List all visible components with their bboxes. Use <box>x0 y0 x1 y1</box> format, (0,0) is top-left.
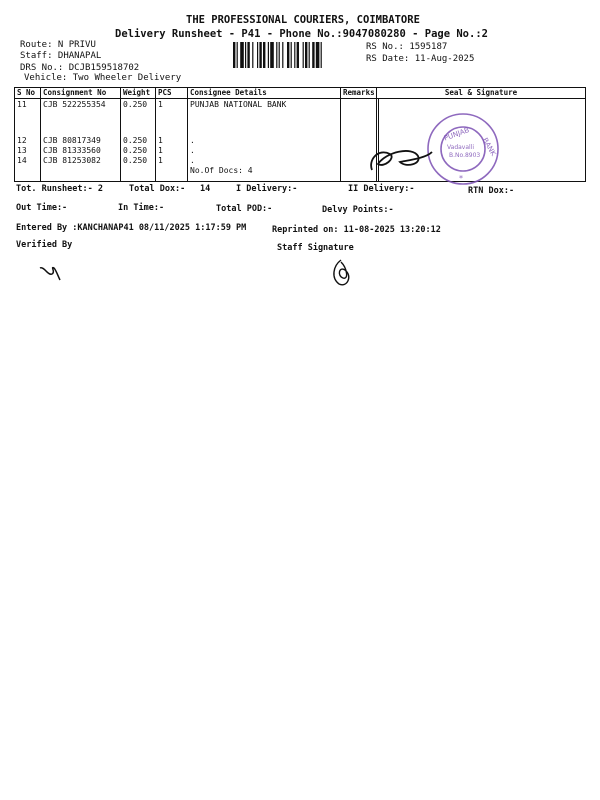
col-header-seal: Seal & Signature <box>377 88 586 99</box>
table-header-row <box>15 88 586 99</box>
col-header-weight: Weight <box>121 88 156 99</box>
cell-pcs: 1 <box>158 100 163 109</box>
col-header-pcs: PCS <box>156 88 188 99</box>
i-delivery: I Delivery:- <box>236 184 298 194</box>
verifier-signature <box>36 262 62 282</box>
staff-text: Staff: DHANAPAL <box>20 51 102 61</box>
rs-no-text: RS No.: 1595187 <box>366 42 448 52</box>
col-header-consignment: Consignment No <box>41 88 121 99</box>
cell-consignee: . <box>190 136 195 145</box>
vehicle-text: Vehicle: Two Wheeler Delivery <box>24 73 182 83</box>
recipient-signature <box>366 142 436 176</box>
total-pod: Total POD:- <box>216 204 273 214</box>
total-runsheet: Tot. Runsheet:- 2 <box>16 184 103 194</box>
total-dox-value: 14 <box>200 184 211 194</box>
cell-consignment: CJB 522255354 <box>43 100 106 109</box>
cell-weight: 0.250 <box>123 136 148 145</box>
cell-sno: 13 <box>17 146 27 155</box>
barcode <box>233 42 360 68</box>
cell-weight: 0.250 <box>123 156 148 165</box>
col-header-sno: S No <box>15 88 41 99</box>
svg-text:Vadavalli: Vadavalli <box>447 144 475 151</box>
reprinted-on: Reprinted on: 11-08-2025 13:20:12 <box>272 225 441 235</box>
cell-pcs: 1 <box>158 136 163 145</box>
no-of-docs: No.Of Docs: 4 <box>190 166 253 175</box>
cell-consignment: CJB 80817349 <box>43 136 101 145</box>
drs-text: DRS No.: DCJB159518702 <box>20 63 140 73</box>
bank-seal-stamp <box>425 111 501 187</box>
col-header-consignee: Consignee Details <box>188 88 341 99</box>
cell-sno: 14 <box>17 156 27 165</box>
rs-date-text: RS Date: 11-Aug-2025 <box>366 54 475 64</box>
verified-by-label: Verified By <box>16 240 73 250</box>
svg-text:B.No.8903: B.No.8903 <box>449 152 481 159</box>
cell-pcs: 1 <box>158 156 163 165</box>
cell-consignee: PUNJAB NATIONAL BANK <box>190 100 287 109</box>
cell-pcs: 1 <box>158 146 163 155</box>
total-dox-label: Total Dox:- <box>129 184 186 194</box>
col-header-remarks: Remarks <box>341 88 377 99</box>
cell-consignment: CJB 81333560 <box>43 146 101 155</box>
svg-text:PUNJAB: PUNJAB <box>443 126 471 143</box>
svg-text:*: * <box>459 174 463 183</box>
cell-consignee: . <box>190 146 195 155</box>
cell-weight: 0.250 <box>123 146 148 155</box>
cell-sno: 11 <box>17 100 27 109</box>
delvy-points: Delvy Points:- <box>322 205 394 215</box>
cell-consignee: . <box>190 156 195 165</box>
in-time: In Time:- <box>118 203 165 213</box>
runsheet-subtitle: Delivery Runsheet - P41 - Phone No.:9047080280 - Page No.:2 <box>115 28 488 40</box>
staff-signature-label: Staff Signature <box>277 243 354 253</box>
ii-delivery: II Delivery:- <box>348 184 415 194</box>
cell-weight: 0.250 <box>123 100 148 109</box>
out-time: Out Time:- <box>16 203 68 213</box>
route-text: Route: N PRIVU <box>20 40 96 50</box>
cell-consignment: CJB 81253082 <box>43 156 101 165</box>
cell-sno: 12 <box>17 136 27 145</box>
staff-signature <box>329 258 355 288</box>
svg-text:BANK: BANK <box>480 136 498 158</box>
rtn-dox: RTN Dox:- <box>468 186 515 196</box>
entered-by: Entered By :KANCHANAP41 08/11/2025 1:17:59 PM <box>16 223 247 233</box>
company-title: THE PROFESSIONAL COURIERS, COIMBATORE <box>186 14 420 26</box>
